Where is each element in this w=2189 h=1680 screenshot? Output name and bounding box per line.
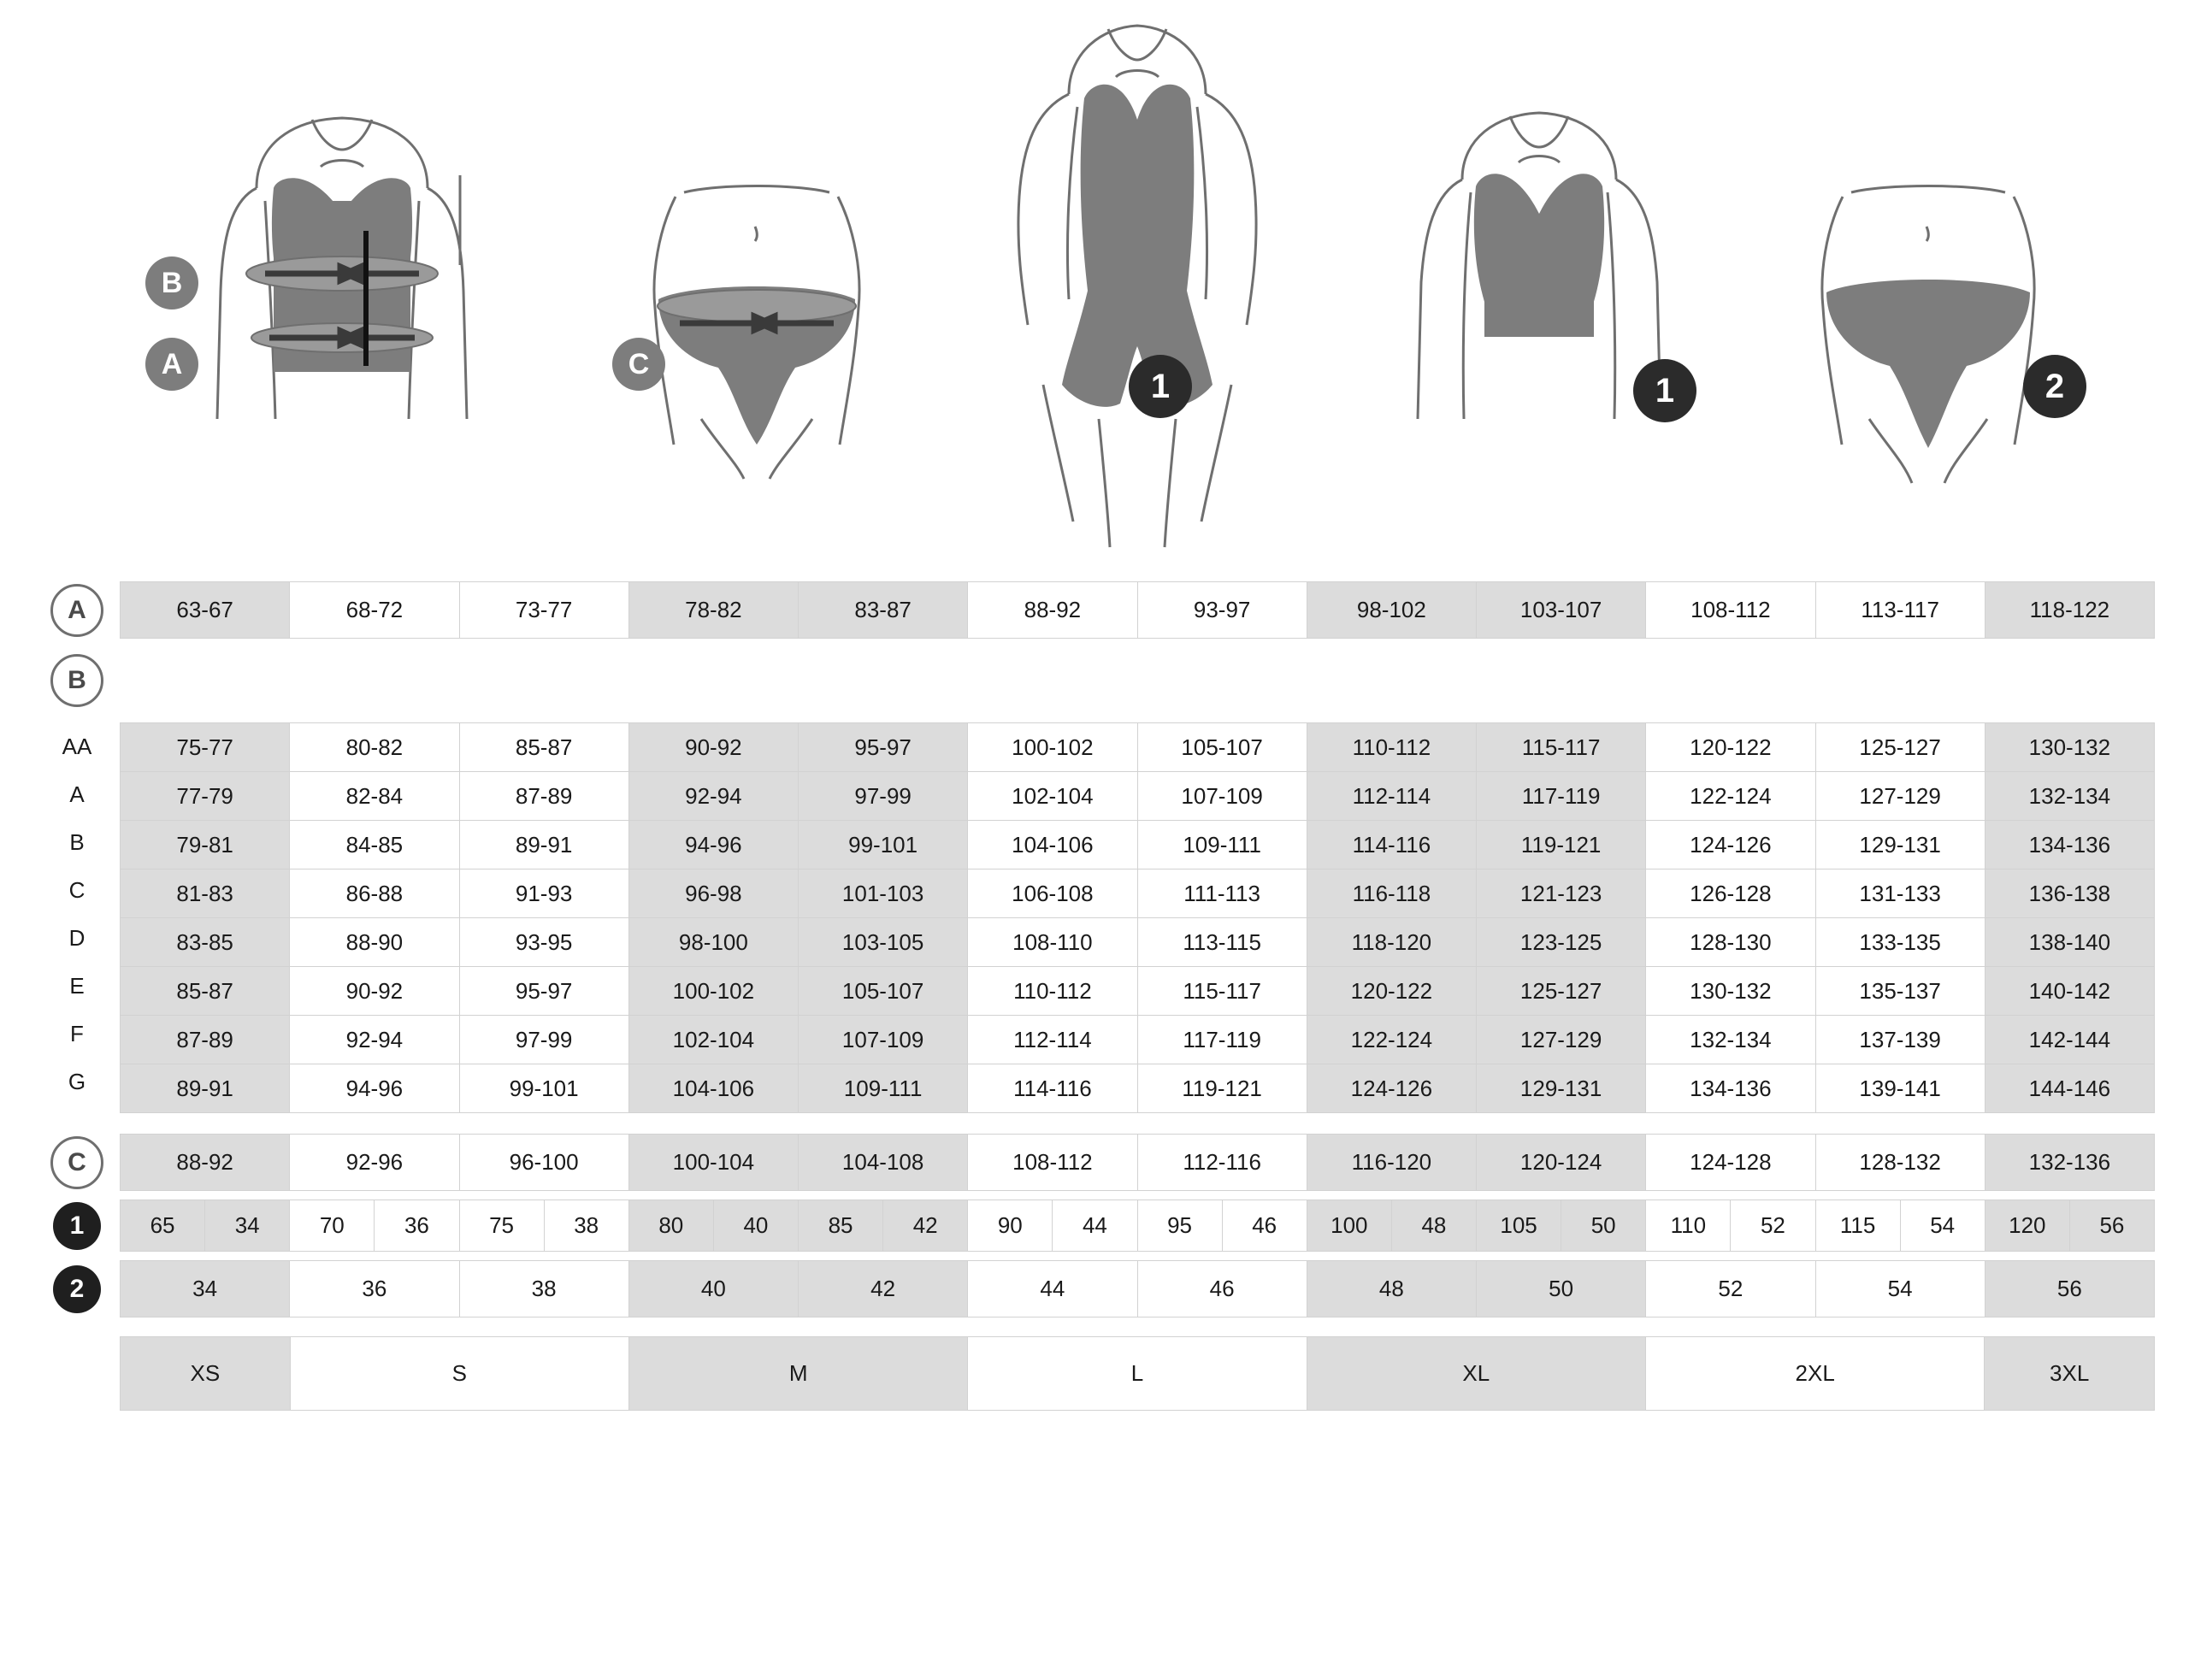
cell-G-4: 104-106 (629, 1064, 799, 1112)
cell-A-10: 122-124 (1646, 772, 1815, 820)
cell-A-5: 97-99 (799, 772, 968, 820)
badge-1-swimsuit: 1 (1129, 355, 1192, 418)
cell-D-11: 133-135 (1816, 918, 1985, 966)
badge-C: C (612, 338, 665, 391)
cell-1-us-7: 46 (1223, 1200, 1307, 1251)
cup-label-AA: AA (62, 733, 92, 759)
cell-G-9: 129-131 (1477, 1064, 1646, 1112)
cell-C-hip-9: 120-124 (1477, 1135, 1646, 1190)
row-label-A: A (50, 584, 103, 637)
cell-2-6: 44 (968, 1261, 1137, 1317)
cup-label-E: E (69, 972, 85, 999)
cell-D-12: 138-140 (1985, 918, 2154, 966)
row-2 (34, 1260, 2155, 1317)
hips-figure (573, 17, 941, 581)
cell-C-6: 106-108 (968, 869, 1137, 917)
cell-C-8: 116-118 (1307, 869, 1477, 917)
pair-group-11 (1816, 1200, 1985, 1251)
cell-1-eu-10: 110 (1646, 1200, 1731, 1251)
cell-A-10: 108-112 (1646, 582, 1815, 638)
cell-1-us-9: 50 (1561, 1200, 1645, 1251)
size-xs: XS (121, 1337, 291, 1410)
cell-F-1: 87-89 (121, 1016, 290, 1064)
badge-A: A (145, 338, 198, 391)
cell-2-12: 56 (1985, 1261, 2154, 1317)
cell-2-8: 48 (1307, 1261, 1477, 1317)
cell-C-10: 126-128 (1646, 869, 1815, 917)
cell-F-11: 137-139 (1816, 1016, 1985, 1064)
pair-group-3 (460, 1200, 629, 1251)
cell-B-3: 89-91 (460, 821, 629, 869)
cell-A-11: 127-129 (1816, 772, 1985, 820)
cell-1-us-1: 34 (205, 1200, 289, 1251)
cell-C-12: 136-138 (1985, 869, 2154, 917)
figure-strip (34, 0, 2155, 581)
cell-A-12: 118-122 (1985, 582, 2154, 638)
cell-AA-6: 100-102 (968, 723, 1137, 771)
cell-1-eu-2: 70 (290, 1200, 375, 1251)
cell-2-9: 50 (1477, 1261, 1646, 1317)
cell-C-hip-6: 108-112 (968, 1135, 1137, 1190)
cell-C-hip-7: 112-116 (1138, 1135, 1307, 1190)
table-row (121, 918, 2154, 967)
table-row (121, 967, 2154, 1016)
cell-A-9: 103-107 (1477, 582, 1646, 638)
pair-group-1 (121, 1200, 290, 1251)
cell-G-8: 124-126 (1307, 1064, 1477, 1112)
cell-1-us-2: 36 (375, 1200, 458, 1251)
cell-AA-5: 95-97 (799, 723, 968, 771)
cell-C-9: 121-123 (1477, 869, 1646, 917)
cell-E-10: 130-132 (1646, 967, 1815, 1015)
cell-E-6: 110-112 (968, 967, 1137, 1015)
row-B-header (34, 647, 2155, 714)
cell-AA-9: 115-117 (1477, 723, 1646, 771)
bra-illustration (1334, 17, 1744, 581)
cup-label-C: C (68, 876, 86, 903)
bust-underbust-figure (128, 17, 573, 581)
cell-1-us-3: 38 (545, 1200, 628, 1251)
cell-D-8: 118-120 (1307, 918, 1477, 966)
cell-G-3: 99-101 (460, 1064, 629, 1112)
cell-E-2: 90-92 (290, 967, 459, 1015)
cell-A-7: 107-109 (1138, 772, 1307, 820)
badge-B: B (145, 256, 198, 309)
cell-F-9: 127-129 (1477, 1016, 1646, 1064)
cell-A-12: 132-134 (1985, 772, 2154, 820)
cell-1-us-4: 40 (714, 1200, 798, 1251)
row-label-C: C (50, 1136, 103, 1189)
row-A-label-col (34, 584, 120, 637)
size-m: M (629, 1337, 968, 1410)
cell-G-12: 144-146 (1985, 1064, 2154, 1112)
cell-A-9: 117-119 (1477, 772, 1646, 820)
cell-B-8: 114-116 (1307, 821, 1477, 869)
cell-F-4: 102-104 (629, 1016, 799, 1064)
pair-group-7 (1138, 1200, 1307, 1251)
cell-G-11: 139-141 (1816, 1064, 1985, 1112)
cell-B-11: 129-131 (1816, 821, 1985, 869)
cell-AA-11: 125-127 (1816, 723, 1985, 771)
cell-2-3: 38 (460, 1261, 629, 1317)
cell-1-eu-1: 65 (121, 1200, 205, 1251)
cell-A-4: 92-94 (629, 772, 799, 820)
swimsuit-figure (941, 17, 1334, 581)
cell-1-eu-4: 80 (629, 1200, 714, 1251)
cell-F-7: 117-119 (1138, 1016, 1307, 1064)
row-label-1: 1 (53, 1202, 101, 1250)
table-row (121, 821, 2154, 869)
cell-B-5: 99-101 (799, 821, 968, 869)
cell-B-1: 79-81 (121, 821, 290, 869)
cell-G-2: 94-96 (290, 1064, 459, 1112)
bra-figure (1334, 17, 1744, 581)
cell-1-eu-3: 75 (460, 1200, 545, 1251)
cell-2-5: 42 (799, 1261, 968, 1317)
cell-F-10: 132-134 (1646, 1016, 1815, 1064)
cell-2-11: 54 (1816, 1261, 1985, 1317)
row-A (34, 581, 2155, 639)
cell-B-7: 109-111 (1138, 821, 1307, 869)
cell-E-4: 100-102 (629, 967, 799, 1015)
cell-D-6: 108-110 (968, 918, 1137, 966)
cell-1-eu-5: 85 (799, 1200, 883, 1251)
row-label-B: B (50, 654, 103, 707)
cell-A-2: 82-84 (290, 772, 459, 820)
row-1-cells (120, 1200, 2155, 1252)
cup-label-F: F (70, 1020, 84, 1046)
cell-B-6: 104-106 (968, 821, 1137, 869)
cell-A-11: 113-117 (1816, 582, 1985, 638)
cell-C-7: 111-113 (1138, 869, 1307, 917)
cell-F-3: 97-99 (460, 1016, 629, 1064)
pair-group-4 (629, 1200, 799, 1251)
cell-A-1: 77-79 (121, 772, 290, 820)
pair-group-10 (1646, 1200, 1815, 1251)
cell-G-7: 119-121 (1138, 1064, 1307, 1112)
size-xl: XL (1307, 1337, 1646, 1410)
size-2xl: 2XL (1646, 1337, 1985, 1410)
cell-2-2: 36 (290, 1261, 459, 1317)
cell-1-us-10: 52 (1731, 1200, 1814, 1251)
cell-AA-12: 130-132 (1985, 723, 2154, 771)
cell-1-us-6: 44 (1053, 1200, 1136, 1251)
cell-C-hip-1: 88-92 (121, 1135, 290, 1190)
cell-C-2: 86-88 (290, 869, 459, 917)
cell-E-11: 135-137 (1816, 967, 1985, 1015)
cell-1-eu-8: 100 (1307, 1200, 1392, 1251)
cup-label-B: B (69, 828, 85, 855)
table-row (121, 772, 2154, 821)
cell-A-4: 78-82 (629, 582, 799, 638)
cell-B-2: 84-85 (290, 821, 459, 869)
cup-label-A: A (69, 781, 85, 807)
cell-D-10: 128-130 (1646, 918, 1815, 966)
cell-A-7: 93-97 (1138, 582, 1307, 638)
cell-A-5: 83-87 (799, 582, 968, 638)
size-l: L (968, 1337, 1307, 1410)
cell-D-1: 83-85 (121, 918, 290, 966)
cell-AA-1: 75-77 (121, 723, 290, 771)
pair-group-2 (290, 1200, 459, 1251)
cell-A-6: 88-92 (968, 582, 1137, 638)
table-row (121, 869, 2154, 918)
cell-B-4: 94-96 (629, 821, 799, 869)
cell-A-1: 63-67 (121, 582, 290, 638)
row-letter-sizes (34, 1336, 2155, 1411)
brief-shape-2 (1826, 280, 2030, 448)
badge-1-bra: 1 (1633, 359, 1696, 422)
row-C-cells (120, 1134, 2155, 1191)
cell-B-10: 124-126 (1646, 821, 1815, 869)
size-3xl: 3XL (1985, 1337, 2154, 1410)
cell-A-2: 68-72 (290, 582, 459, 638)
table-row (121, 1064, 2154, 1112)
cell-C-hip-8: 116-120 (1307, 1135, 1477, 1190)
row-B-label-col (34, 654, 120, 707)
bust-underbust-illustration (128, 17, 573, 581)
row-2-label-col (34, 1265, 120, 1313)
cell-B-12: 134-136 (1985, 821, 2154, 869)
size-s: S (291, 1337, 629, 1410)
cell-AA-8: 110-112 (1307, 723, 1477, 771)
cell-C-4: 96-98 (629, 869, 799, 917)
cell-1-us-8: 48 (1392, 1200, 1476, 1251)
cell-C-5: 101-103 (799, 869, 968, 917)
cell-1-us-5: 42 (883, 1200, 967, 1251)
cell-A-3: 73-77 (460, 582, 629, 638)
cell-D-5: 103-105 (799, 918, 968, 966)
cell-F-12: 142-144 (1985, 1016, 2154, 1064)
cell-G-10: 134-136 (1646, 1064, 1815, 1112)
cell-D-9: 123-125 (1477, 918, 1646, 966)
cell-E-3: 95-97 (460, 967, 629, 1015)
brief-figure (1744, 17, 2112, 581)
pair-group-6 (968, 1200, 1137, 1251)
cell-AA-10: 120-122 (1646, 723, 1815, 771)
cell-G-6: 114-116 (968, 1064, 1137, 1112)
cell-D-4: 98-100 (629, 918, 799, 966)
cell-1-eu-11: 115 (1816, 1200, 1901, 1251)
cell-F-6: 112-114 (968, 1016, 1137, 1064)
cell-E-5: 105-107 (799, 967, 968, 1015)
row-C-label-col (34, 1136, 120, 1189)
cell-A-3: 87-89 (460, 772, 629, 820)
cup-label-D: D (68, 924, 86, 951)
pair-group-9 (1477, 1200, 1646, 1251)
cell-E-12: 140-142 (1985, 967, 2154, 1015)
pair-group-8 (1307, 1200, 1477, 1251)
cell-2-1: 34 (121, 1261, 290, 1317)
cell-1-us-12: 56 (2070, 1200, 2154, 1251)
bra-band (1484, 299, 1594, 337)
cell-C-hip-3: 96-100 (460, 1135, 629, 1190)
hips-illustration (573, 17, 941, 581)
row-A-cells (120, 581, 2155, 639)
cup-matrix-body (120, 722, 2155, 1113)
cell-C-hip-11: 128-132 (1816, 1135, 1985, 1190)
badge-2-brief: 2 (2023, 355, 2086, 418)
row-C (34, 1134, 2155, 1191)
cell-2-10: 52 (1646, 1261, 1815, 1317)
pair-group-12 (1985, 1200, 2154, 1251)
cell-2-7: 46 (1138, 1261, 1307, 1317)
cell-1-eu-6: 90 (968, 1200, 1053, 1251)
cell-AA-7: 105-107 (1138, 723, 1307, 771)
cell-C-hip-12: 132-136 (1985, 1135, 2154, 1190)
cell-AA-4: 90-92 (629, 723, 799, 771)
cup-label-G: G (68, 1068, 86, 1094)
cell-F-8: 122-124 (1307, 1016, 1477, 1064)
cell-C-hip-4: 100-104 (629, 1135, 799, 1190)
cell-C-1: 81-83 (121, 869, 290, 917)
table-row (121, 1016, 2154, 1064)
cell-C-hip-5: 104-108 (799, 1135, 968, 1190)
cell-C-hip-10: 124-128 (1646, 1135, 1815, 1190)
swimsuit-illustration (941, 17, 1334, 581)
cell-F-5: 107-109 (799, 1016, 968, 1064)
cell-D-3: 93-95 (460, 918, 629, 966)
cup-label-column (34, 722, 120, 1113)
row-1-label-col (34, 1202, 120, 1250)
cell-F-2: 92-94 (290, 1016, 459, 1064)
cell-D-7: 113-115 (1138, 918, 1307, 966)
cell-AA-2: 80-82 (290, 723, 459, 771)
cell-1-eu-7: 95 (1138, 1200, 1223, 1251)
cell-A-8: 112-114 (1307, 772, 1477, 820)
cell-D-2: 88-90 (290, 918, 459, 966)
cell-1-eu-12: 120 (1985, 1200, 2070, 1251)
row-1 (34, 1200, 2155, 1252)
cell-E-1: 85-87 (121, 967, 290, 1015)
cell-G-1: 89-91 (121, 1064, 290, 1112)
cell-C-3: 91-93 (460, 869, 629, 917)
cell-B-9: 119-121 (1477, 821, 1646, 869)
cell-A-8: 98-102 (1307, 582, 1477, 638)
cell-E-7: 115-117 (1138, 967, 1307, 1015)
swimsuit-shape (1062, 85, 1213, 407)
row-label-2: 2 (53, 1265, 101, 1313)
row-2-cells (120, 1260, 2155, 1317)
cell-C-11: 131-133 (1816, 869, 1985, 917)
brief-illustration (1744, 17, 2112, 581)
table-row (121, 723, 2154, 772)
cell-C-hip-2: 92-96 (290, 1135, 459, 1190)
cell-E-8: 120-122 (1307, 967, 1477, 1015)
cell-A-6: 102-104 (968, 772, 1137, 820)
cell-2-4: 40 (629, 1261, 799, 1317)
cell-G-5: 109-111 (799, 1064, 968, 1112)
pair-group-5 (799, 1200, 968, 1251)
cell-E-9: 125-127 (1477, 967, 1646, 1015)
cell-AA-3: 85-87 (460, 723, 629, 771)
cell-1-us-11: 54 (1901, 1200, 1985, 1251)
letter-sizes-cells (120, 1336, 2155, 1411)
cup-size-matrix (34, 722, 2155, 1113)
cell-1-eu-9: 105 (1477, 1200, 1561, 1251)
